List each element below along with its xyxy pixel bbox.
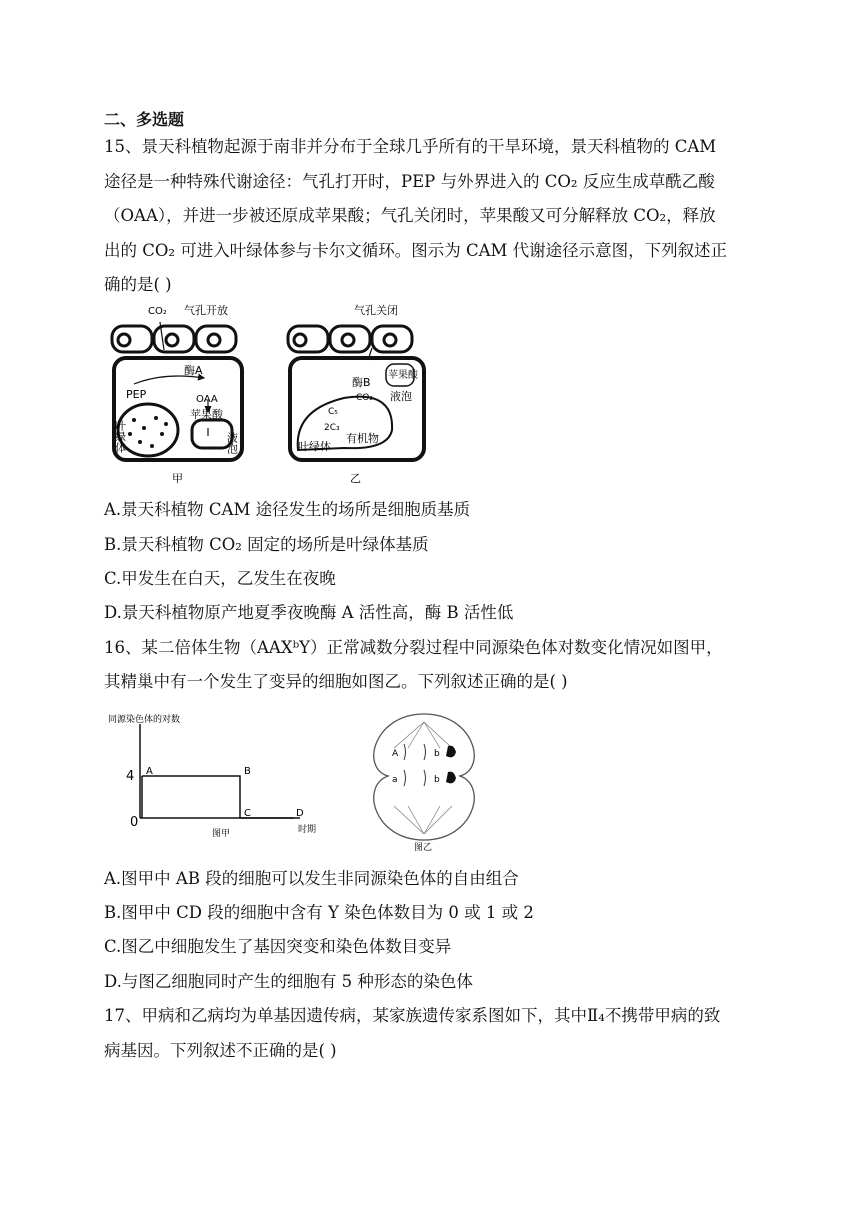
gene-A-label: A (392, 749, 399, 759)
enzyme-b-label: 酶B (352, 376, 371, 389)
chloroplast-label-yi: 叶绿体 (298, 440, 331, 453)
cell-division-figure (364, 708, 484, 852)
organic-label: 有机物 (346, 432, 379, 445)
cam-figure-yi (284, 300, 434, 490)
q16-line-2: 其精巢中有一个发生了变异的细胞如图乙。下列叙述正确的是( ) (104, 672, 568, 691)
malate-label: 苹果酸 (190, 408, 223, 421)
chart-point-label-A: A (146, 766, 153, 777)
gene-b2-label: b (434, 775, 440, 785)
q15-line-2: 途径是一种特殊代谢途径：气孔打开时，PEP 与外界进入的 CO₂ 反应生成草酰乙酸 (104, 172, 715, 191)
c3-label: 2C₃ (324, 423, 340, 433)
chart-xlabel: 时期 (298, 825, 317, 835)
q15-line-3: （OAA），并进一步被还原成苹果酸；气孔关闭时，苹果酸又可分解释放 CO₂，释放 (104, 206, 716, 225)
c5-label: C₅ (328, 407, 338, 417)
q16-option-b: B.图甲中 CD 段的细胞中含有 Y 染色体数目为 0 或 1 或 2 (104, 903, 534, 922)
pep-label: PEP (126, 388, 147, 401)
fig-yi2-caption: 图乙 (414, 843, 433, 852)
stomata-open-label: 气孔开放 (184, 304, 228, 317)
co2-label: CO₂ (148, 306, 167, 317)
q15-line-1: 15、景天科植物起源于南非并分布于全球几乎所有的干旱环境，景天科植物的 CAM (104, 137, 717, 156)
section-heading: 二、多选题 (104, 110, 185, 129)
q15-option-d: D.景天科植物原产地夏季夜晚酶 A 活性高，酶 B 活性低 (104, 603, 514, 622)
chart-origin: 0 (130, 815, 139, 830)
vacuole-label: 液泡 (225, 432, 239, 454)
chart-title: 图甲 (212, 829, 231, 839)
chart-ylabel: 同源染色体的对数 (108, 715, 181, 725)
fig-yi-caption: 乙 (350, 472, 361, 485)
chart-series-line (142, 776, 294, 818)
cam-figure-jia (104, 300, 254, 490)
q16-option-c: C.图乙中细胞发生了基因突变和染色体数目变异 (104, 937, 452, 956)
q15-line-4: 出的 CO₂ 可进入叶绿体参与卡尔文循环。图示为 CAM 代谢途径示意图，下列叙述正 (104, 241, 728, 260)
chart-point-label-C: C (244, 808, 251, 819)
chart-point-label-B: B (244, 766, 251, 777)
stomata-closed-label: 气孔关闭 (354, 304, 398, 317)
q16-line-1: 16、某二倍体生物（AAXᵇY）正常减数分裂过程中同源染色体对数变化情况如图甲， (104, 638, 723, 657)
q15-option-c: C.甲发生在白天，乙发生在夜晚 (104, 569, 336, 588)
oaa-label: OAA (196, 394, 218, 405)
q15-line-5: 确的是( ) (104, 275, 172, 294)
q17-line-2: 病基因。下列叙述不正确的是( ) (104, 1041, 337, 1060)
chart-ytick-4: 4 (126, 769, 135, 784)
chloroplast-label: 叶绿体 (113, 420, 127, 453)
homologous-pairs-chart (104, 706, 334, 846)
q15-option-b: B.景天科植物 CO₂ 固定的场所是叶绿体基质 (104, 535, 429, 554)
gene-b1-label: b (434, 749, 440, 759)
co2-label-yi: CO₂ (356, 393, 373, 403)
chart-point-label-D: D (296, 808, 304, 819)
q15-option-a: A.景天科植物 CAM 途径发生的场所是细胞质基质 (104, 500, 471, 519)
q16-option-d: D.与图乙细胞同时产生的细胞有 5 种形态的染色体 (104, 972, 473, 991)
q17-line-1: 17、甲病和乙病均为单基因遗传病，某家族遗传家系图如下，其中Ⅱ₄不携带甲病的致 (104, 1006, 721, 1025)
enzyme-a-label: 酶A (184, 364, 203, 377)
fig-jia-caption: 甲 (172, 472, 183, 485)
q16-option-a: A.图甲中 AB 段的细胞可以发生非同源染色体的自由组合 (104, 869, 519, 888)
gene-a-label: a (392, 775, 398, 785)
vacuole-label-yi: 液泡 (390, 390, 412, 403)
malate-label-yi: 苹果酸 (388, 370, 418, 381)
